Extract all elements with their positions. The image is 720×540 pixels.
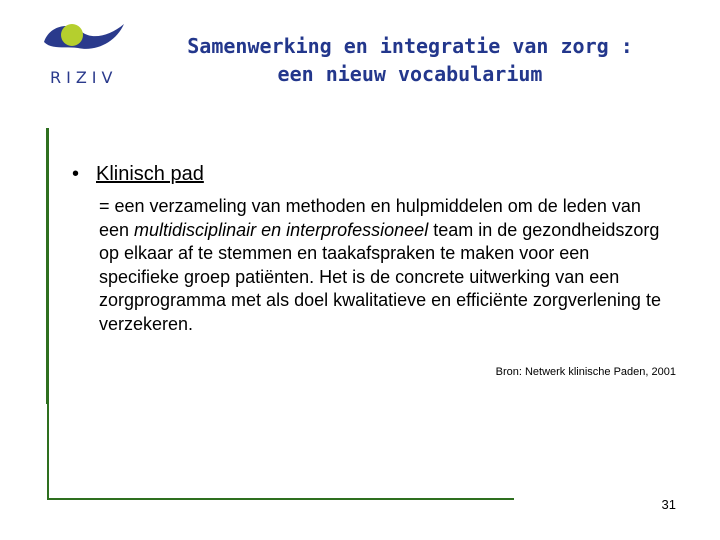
title-line-1: Samenwerking en integratie van zorg : (187, 34, 633, 58)
bullet-item (72, 162, 204, 186)
source-citation: Bron: Netwerk klinische Paden, 2001 (495, 366, 676, 378)
definition-text (99, 195, 669, 336)
logo-swoosh-icon (38, 18, 134, 68)
riziv-logo (38, 18, 134, 90)
slide-title (130, 32, 690, 88)
page-number: 31 (661, 497, 676, 512)
logo-text: RIZIV (50, 68, 118, 87)
left-divider (46, 128, 49, 404)
left-divider-lower (47, 404, 49, 500)
bullet-label: Klinisch pad (96, 163, 204, 185)
bullet-marker: • (72, 163, 80, 185)
definition-part-2: team in de gezondheidszorg op elkaar af te stemmen en taakafspraken te maken voor een specifieke groep patiënten. Het is de concrete uitwerking van een zorgprogramma met als doel kwalitatieve en efficiënte zorgverlening te verzekeren. (99, 219, 661, 334)
definition-part-1: = een verzameling van methoden en hulpmiddelen om de leden van een (99, 196, 641, 240)
definition-italic: multidisciplinair en interprofessioneel (134, 219, 429, 240)
bottom-divider (47, 498, 514, 500)
title-line-2: een nieuw vocabularium (277, 62, 543, 86)
